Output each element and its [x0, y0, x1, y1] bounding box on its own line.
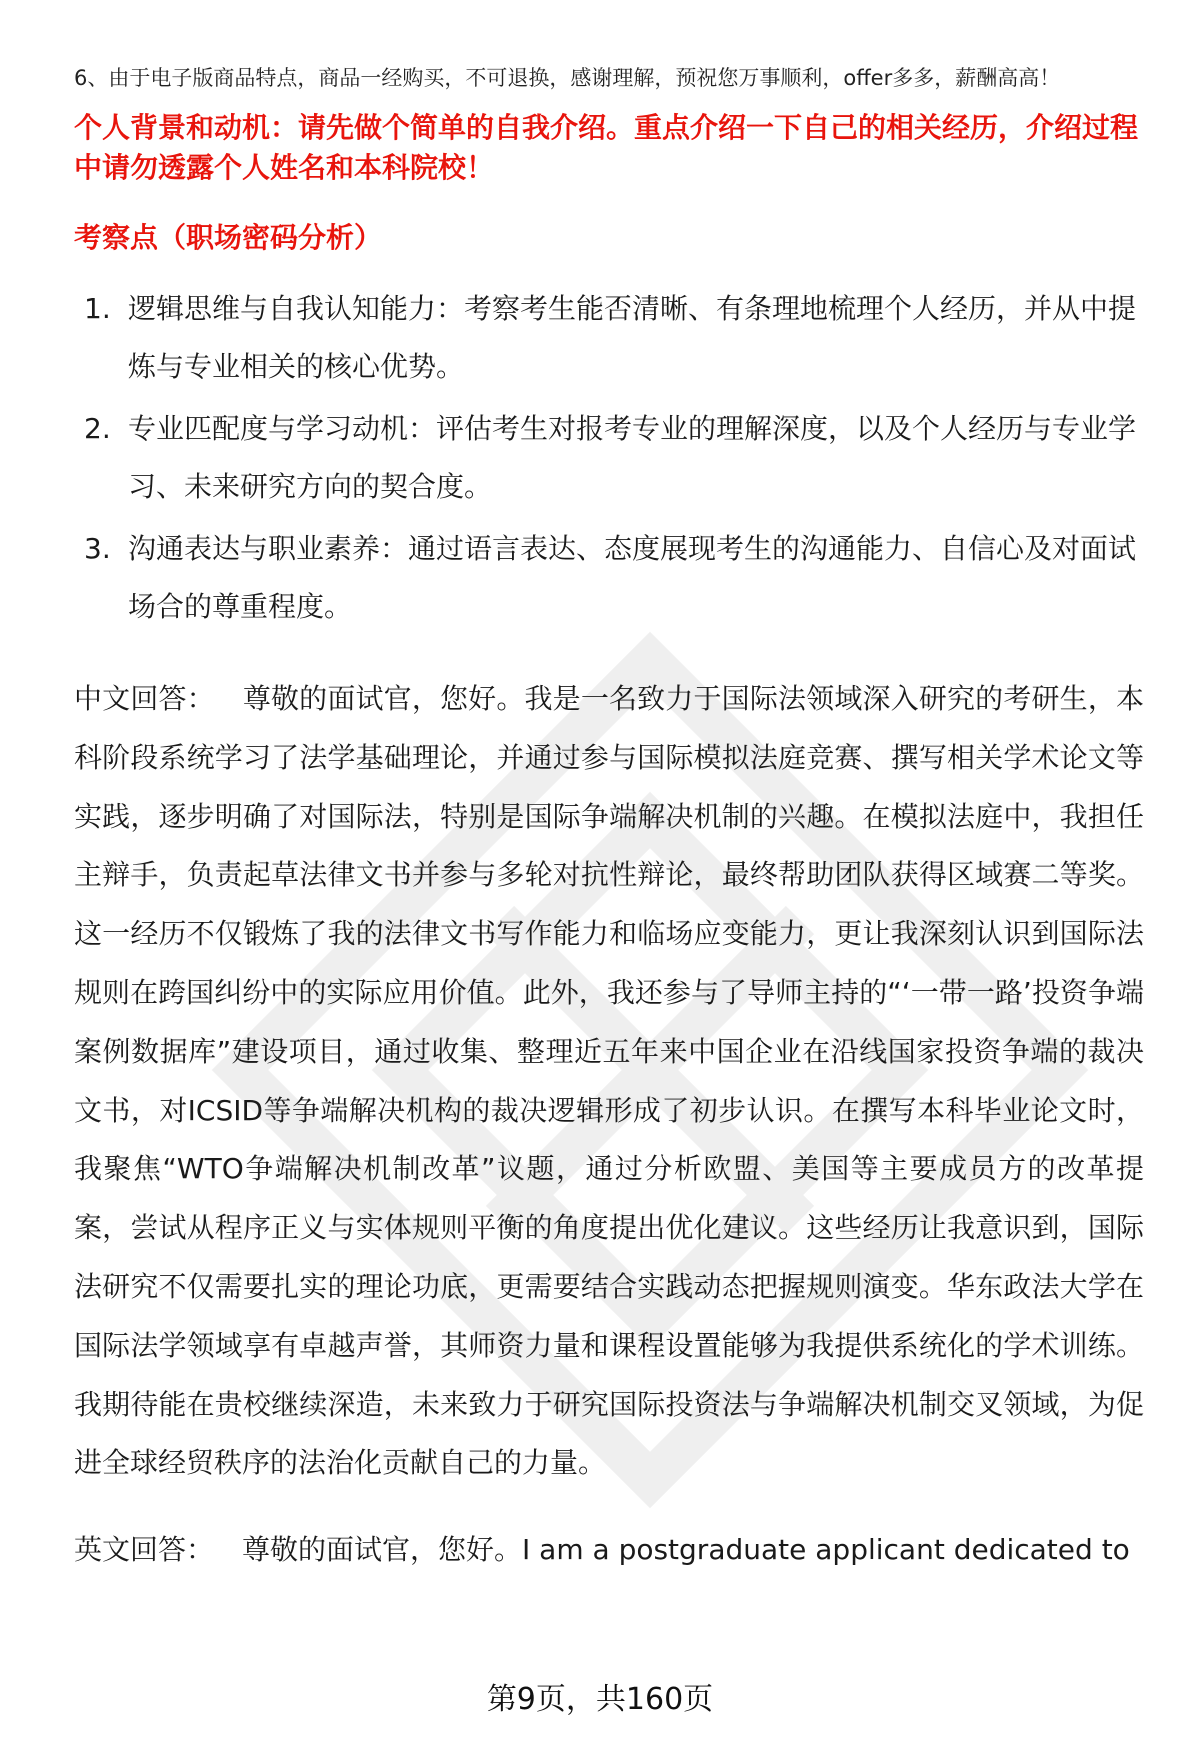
exam-point-number: 1. [84, 292, 111, 325]
chinese-answer-text: 尊敬的面试官，您好。我是一名致力于国际法领域深入研究的考研生，本科阶段系统学习了法学基础理论，并通过参与国际模拟法庭竞赛、撰写相关学术论文等实践，逐步明确了对国际法，特别是国际争端解决机制的兴趣。在模拟法庭中，我担任主辩手，负责起草法律文书并参与多轮对抗性辩论，最终帮助团队获得区域赛二等奖。这一经历不仅锻炼了我的法律文书写作能力和临场应变能力，更让我深刻认识到国际法规则在跨国纠纷中的实际应用价值。此外，我还参与了导师主持的“‘一带一路’投资争端案例数据库”建设项目，通过收集、整理近五年来中国企业在沿线国家投资争端的裁决文书，对ICSID等争端解决机构的裁决逻辑形成了初步认识。在撰写本科毕业论文时，我聚焦“WTO争端解决机制改革”议题，通过分析欧盟、美国等主要成员方的改革提案，尝试从程序正义与实体规则平衡的角度提出优化建议。这些经历让我意识到，国际法研究不仅需要扎实的理论功底，更需要结合实践动态把握规则演变。华东政法大学在国际法学领域享有卓越声誉，其师资力量和课程设置能够为我提供系统化的学术训练。我期待能在贵校继续深造，未来致力于研究国际投资法与争端解决机制交叉领域，为促进全球经贸秩序的法治化贡献自己的力量。 [74, 682, 1144, 1480]
english-answer [74, 1521, 1144, 1579]
page-footer: 第9页，共160页 [486, 1682, 714, 1717]
exam-point-number: 2. [84, 412, 111, 445]
english-answer-label: 英文回答： [74, 1533, 215, 1567]
exam-point-item [74, 280, 1144, 396]
question-heading: 个人背景和动机：请先做个简单的自我介绍。重点介绍一下自己的相关经历，介绍过程中请勿透露个人姓名和本科院校！ [74, 111, 1139, 184]
exam-point-text: 逻辑思维与自我认知能力：考察考生能否清晰、有条理地梳理个人经历，并从中提炼与专业相关的核心优势。 [128, 292, 1137, 383]
exam-points-title: 考察点（职场密码分析） [74, 221, 383, 254]
exam-point-number: 3. [84, 532, 111, 565]
chinese-answer-label: 中文回答： [74, 682, 215, 715]
chinese-answer [74, 670, 1144, 1493]
english-answer-text: 尊敬的面试官，您好。I am a postgraduate applicant dedicated to [242, 1533, 1130, 1567]
purchase-notice: 6、由于电子版商品特点，商品一经购买，不可退换，感谢理解，预祝您万事顺利，offer多多，薪酬高高！ [74, 66, 1061, 90]
exam-point-text: 专业匹配度与学习动机：评估考生对报考专业的理解深度，以及个人经历与专业学习、未来研究方向的契合度。 [128, 412, 1137, 503]
exam-points-list [74, 280, 1144, 636]
exam-point-text: 沟通表达与职业素养：通过语言表达、态度展现考生的沟通能力、自信心及对面试场合的尊重程度。 [128, 532, 1137, 623]
document-page [74, 58, 1144, 1579]
exam-point-item [74, 400, 1144, 516]
exam-point-item [74, 520, 1144, 636]
